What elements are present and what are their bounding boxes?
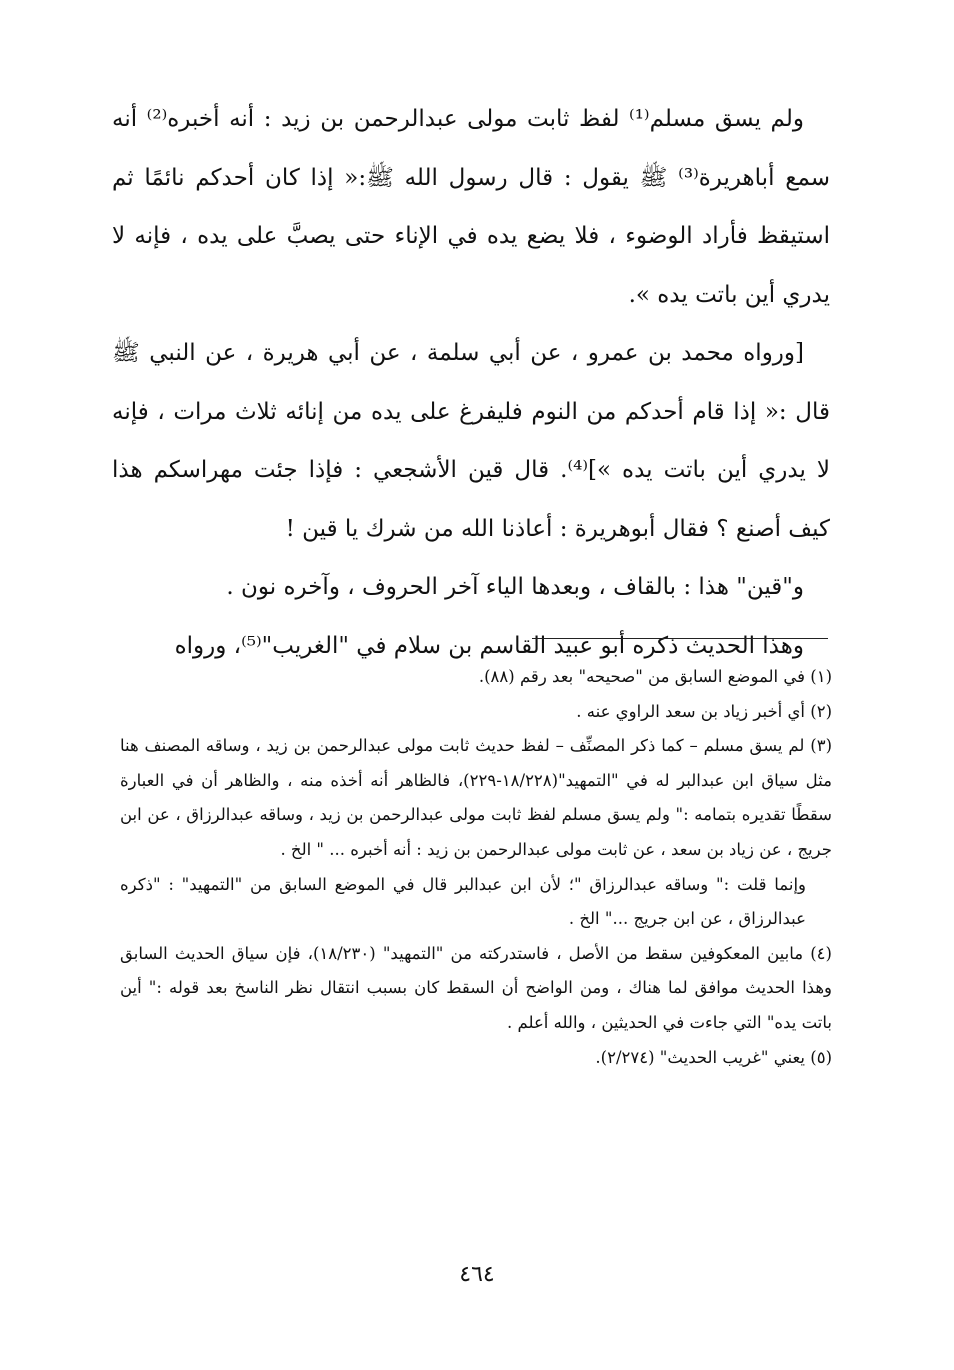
footnote-3-continuation: وإنما قلت :" وساقه عبدالرزاق "؛ لأن ابن عبدالبر قال في الموضع السابق من "التمهيد" : "ذكره عبدالرزاق ، عن ابن جريج ..." الخ . [120, 874, 806, 929]
footnotes [120, 660, 832, 1075]
footnote-3: (٣) لم يسق مسلم – كما ذكر المصنِّف – لفظ حديث ثابت مولى عبدالرحمن بن زيد ، وساقه المصنف هنا مثل سياق ابن عبدالبر له في "التمهيد"(١٨/٢٢٨-٢٢٩)، فالظاهر أنه أخذه منه ، والظاهر أن في العبارة سقطًا تقديره بتمامه :" ولم يسق مسلم لفظ ثابت مولى عبدالرحمن بن زيد ، وساقه عبدالرزاق ، عن ابن جريج ، عن زياد بن سعد ، عن ثابت مولى عبدالرحمن بن زيد : أنه أخبره ... " الخ . [120, 736, 832, 859]
footnote-divider [532, 638, 828, 639]
paragraph-3: و"قين" هذا : بالقاف ، وبعدها الياء آخر الحروف ، وآخره نون . [226, 574, 804, 600]
footnote-4: (٤) مابين المعكوفين سقط من الأصل ، فاستدركته من "التمهيد" (١٨/٢٣٠)، فإن سياق الحديث السابق وهذا الحديث موافق لما هناك ، ومن الواضح أن السقط كان بسبب انتقال نظر الناسخ بعد قوله :" أين باتت يده" التي جاءت في الحديثين ، والله أعلم . [120, 943, 832, 1032]
page-number: ٤٦٤ [459, 1262, 495, 1287]
footnote-2: (٢) أي أخبر زياد بن سعد الراوي عنه . [576, 701, 832, 721]
footnote-1: (١) في الموضع السابق من "صحيحه" بعد رقم (٨٨). [478, 667, 832, 686]
footnote-5: (٥) يعني "غريب الحديث" (٢/٢٧٤). [595, 1047, 832, 1067]
paragraph-4: وهذا الحديث ذكره أبو عبيد القاسم بن سلام في "الغريب"⁽⁵⁾، ورواه [174, 632, 804, 659]
main-text [112, 90, 830, 675]
paragraph-1: ولم يسق مسلم⁽¹⁾ لفظ ثابت مولى عبدالرحمن بن زيد : أنه أخبره⁽²⁾ أنه سمع أباهريرة⁽³⁾ ﷺ يقول : قال رسول الله ﷺ:« إذا كان أحدكم نائمًا ثم استيقظ فأراد الوضوء ، فلا يضع يده في الإناء حتى يصبَّ على يده ، فإنه لا يدري أين باتت يده ». [112, 106, 831, 308]
paragraph-2: [ورواه محمد بن عمرو ، عن أبي سلمة ، عن أبي هريرة ، عن النبي ﷺ قال :« إذا قام أحدكم من النوم فليفرغ على يده من إنائه ثلاث مرات ، فإنه لا يدري أين باتت يده »]⁽⁴⁾. قال قين الأشجعي : فإذا جئت مهراسكم هذا كيف أصنع ؟ فقال أبوهريرة : أعاذنا الله من شرك يا قين ! [112, 340, 830, 542]
